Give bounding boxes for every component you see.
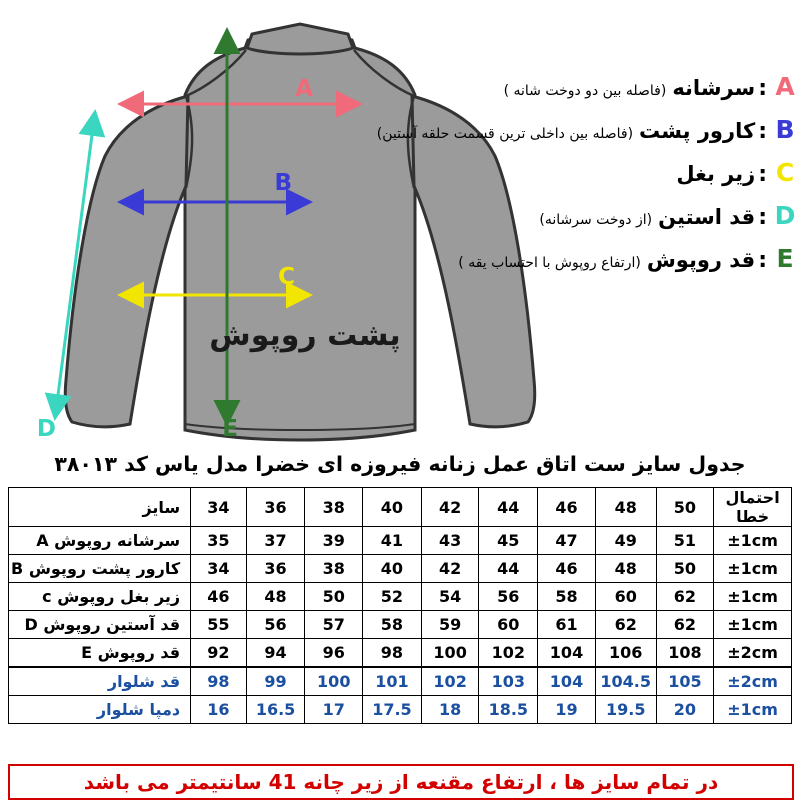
footer-note-text: در تمام سایز ها ، ارتفاع مقنعه از زیر چانه 41 سانتیمتر می باشد bbox=[83, 770, 719, 794]
marker-e-label: E bbox=[222, 416, 238, 442]
legend-note-d: (از دوخت سرشانه) bbox=[539, 212, 653, 228]
cell: 60 bbox=[479, 611, 538, 639]
table-header-row bbox=[9, 488, 792, 527]
cell: 62 bbox=[595, 611, 656, 639]
table-row bbox=[9, 527, 792, 555]
legend-item-c: C : زیر بغل bbox=[330, 158, 800, 187]
table-row bbox=[9, 639, 792, 668]
table-row bbox=[9, 611, 792, 639]
row-error: ±1cm bbox=[714, 611, 792, 639]
legend-letter-c: C bbox=[775, 158, 795, 187]
table-row bbox=[9, 667, 792, 696]
cell: 40 bbox=[363, 555, 422, 583]
legend-title-d: قد استین bbox=[658, 205, 756, 229]
cell: 50 bbox=[305, 583, 363, 611]
marker-c-label: C bbox=[278, 264, 295, 290]
cell: 101 bbox=[363, 667, 422, 696]
row-label: سرشانه روپوش A bbox=[9, 527, 191, 555]
cell: 34 bbox=[191, 555, 247, 583]
cell: 59 bbox=[421, 611, 479, 639]
marker-b-label: B bbox=[274, 170, 292, 196]
header-size-34: 34 bbox=[191, 488, 247, 527]
cell: 51 bbox=[656, 527, 714, 555]
legend bbox=[330, 72, 800, 287]
cell: 37 bbox=[246, 527, 305, 555]
row-error: ±1cm bbox=[714, 527, 792, 555]
legend-item-e: E : قد روپوش (ارتفاع روپوش با احتساب یقه ) bbox=[330, 244, 800, 273]
size-table bbox=[8, 487, 792, 724]
legend-title-c: زیر بغل bbox=[676, 162, 756, 186]
cell: 106 bbox=[595, 639, 656, 668]
header-error: احتمال خطا bbox=[714, 488, 792, 527]
cell: 43 bbox=[421, 527, 479, 555]
cell: 62 bbox=[656, 583, 714, 611]
header-row-label: سایز bbox=[9, 488, 191, 527]
cell: 52 bbox=[363, 583, 422, 611]
header-size-42: 42 bbox=[421, 488, 479, 527]
cell: 105 bbox=[656, 667, 714, 696]
table-row bbox=[9, 583, 792, 611]
cell: 56 bbox=[479, 583, 538, 611]
cell: 104 bbox=[538, 639, 596, 668]
cell: 41 bbox=[363, 527, 422, 555]
cell: 94 bbox=[246, 639, 305, 668]
legend-item-a: A : سرشانه (فاصله بین دو دوخت شانه ) bbox=[330, 72, 800, 101]
cell: 57 bbox=[305, 611, 363, 639]
cell: 16.5 bbox=[246, 696, 305, 724]
row-label: کارور پشت روپوش B bbox=[9, 555, 191, 583]
cell: 48 bbox=[246, 583, 305, 611]
legend-item-d: D : قد استین (از دوخت سرشانه) bbox=[330, 201, 800, 230]
cell: 58 bbox=[363, 611, 422, 639]
cell: 16 bbox=[191, 696, 247, 724]
legend-letter-b: B bbox=[775, 115, 795, 144]
row-error: ±1cm bbox=[714, 696, 792, 724]
legend-item-b: B : کارور پشت (فاصله بین داخلی ترین قسمت حلقه آستین) bbox=[330, 115, 800, 144]
row-label: زیر بغل روپوش c bbox=[9, 583, 191, 611]
legend-letter-d: D bbox=[774, 201, 796, 230]
cell: 104.5 bbox=[595, 667, 656, 696]
row-error: ±2cm bbox=[714, 667, 792, 696]
cell: 92 bbox=[191, 639, 247, 668]
cell: 98 bbox=[191, 667, 247, 696]
garment-label bbox=[140, 318, 470, 353]
cell: 39 bbox=[305, 527, 363, 555]
cell: 104 bbox=[538, 667, 596, 696]
cell: 35 bbox=[191, 527, 247, 555]
header-size-46: 46 bbox=[538, 488, 596, 527]
cell: 62 bbox=[656, 611, 714, 639]
cell: 100 bbox=[305, 667, 363, 696]
cell: 55 bbox=[191, 611, 247, 639]
cell: 17.5 bbox=[363, 696, 422, 724]
cell: 103 bbox=[479, 667, 538, 696]
table-row bbox=[9, 696, 792, 724]
cell: 46 bbox=[538, 555, 596, 583]
cell: 45 bbox=[479, 527, 538, 555]
cell: 98 bbox=[363, 639, 422, 668]
cell: 42 bbox=[421, 555, 479, 583]
row-error: ±2cm bbox=[714, 639, 792, 668]
legend-letter-a: A bbox=[775, 72, 795, 101]
cell: 60 bbox=[595, 583, 656, 611]
table-caption: جدول سایز ست اتاق عمل زنانه فیروزه ای خضرا مدل یاس کد ۳۸۰۱۳ bbox=[54, 452, 746, 476]
row-label: دمپا شلوار bbox=[9, 696, 191, 724]
cell: 19.5 bbox=[595, 696, 656, 724]
cell: 17 bbox=[305, 696, 363, 724]
table-row bbox=[9, 555, 792, 583]
cell: 18 bbox=[421, 696, 479, 724]
legend-title-a: سرشانه bbox=[672, 76, 756, 100]
garment-label-text: پشت روپوش bbox=[209, 318, 401, 353]
row-error: ±1cm bbox=[714, 555, 792, 583]
cell: 100 bbox=[421, 639, 479, 668]
cell: 49 bbox=[595, 527, 656, 555]
legend-title-b: کارور پشت bbox=[639, 119, 756, 143]
legend-note-b: (فاصله بین داخلی ترین قسمت حلقه آستین) bbox=[376, 126, 634, 142]
cell: 50 bbox=[656, 555, 714, 583]
cell: 48 bbox=[595, 555, 656, 583]
legend-note-a: (فاصله بین دو دوخت شانه ) bbox=[503, 83, 667, 99]
cell: 54 bbox=[421, 583, 479, 611]
legend-letter-e: E bbox=[776, 244, 794, 273]
header-size-44: 44 bbox=[479, 488, 538, 527]
legend-note-e: (ارتفاع روپوش با احتساب یقه ) bbox=[458, 255, 641, 271]
header-size-50: 50 bbox=[656, 488, 714, 527]
cell: 102 bbox=[421, 667, 479, 696]
row-label: قد روپوش E bbox=[9, 639, 191, 668]
row-label: قد آستین روپوش D bbox=[9, 611, 191, 639]
cell: 38 bbox=[305, 555, 363, 583]
row-error: ±1cm bbox=[714, 583, 792, 611]
cell: 56 bbox=[246, 611, 305, 639]
header-size-40: 40 bbox=[363, 488, 422, 527]
cell: 61 bbox=[538, 611, 596, 639]
cell: 20 bbox=[656, 696, 714, 724]
header-size-38: 38 bbox=[305, 488, 363, 527]
cell: 44 bbox=[479, 555, 538, 583]
header-size-48: 48 bbox=[595, 488, 656, 527]
cell: 46 bbox=[191, 583, 247, 611]
cell: 18.5 bbox=[479, 696, 538, 724]
header-size-36: 36 bbox=[246, 488, 305, 527]
cell: 99 bbox=[246, 667, 305, 696]
size-table-wrapper bbox=[8, 487, 792, 724]
legend-title-e: قد روپوش bbox=[646, 248, 756, 272]
cell: 102 bbox=[479, 639, 538, 668]
cell: 36 bbox=[246, 555, 305, 583]
cell: 108 bbox=[656, 639, 714, 668]
marker-a-label: A bbox=[295, 76, 313, 102]
cell: 96 bbox=[305, 639, 363, 668]
marker-d-label: D bbox=[36, 416, 56, 442]
row-label: قد شلوار bbox=[9, 667, 191, 696]
cell: 19 bbox=[538, 696, 596, 724]
footer-note bbox=[8, 764, 794, 800]
cell: 58 bbox=[538, 583, 596, 611]
cell: 47 bbox=[538, 527, 596, 555]
